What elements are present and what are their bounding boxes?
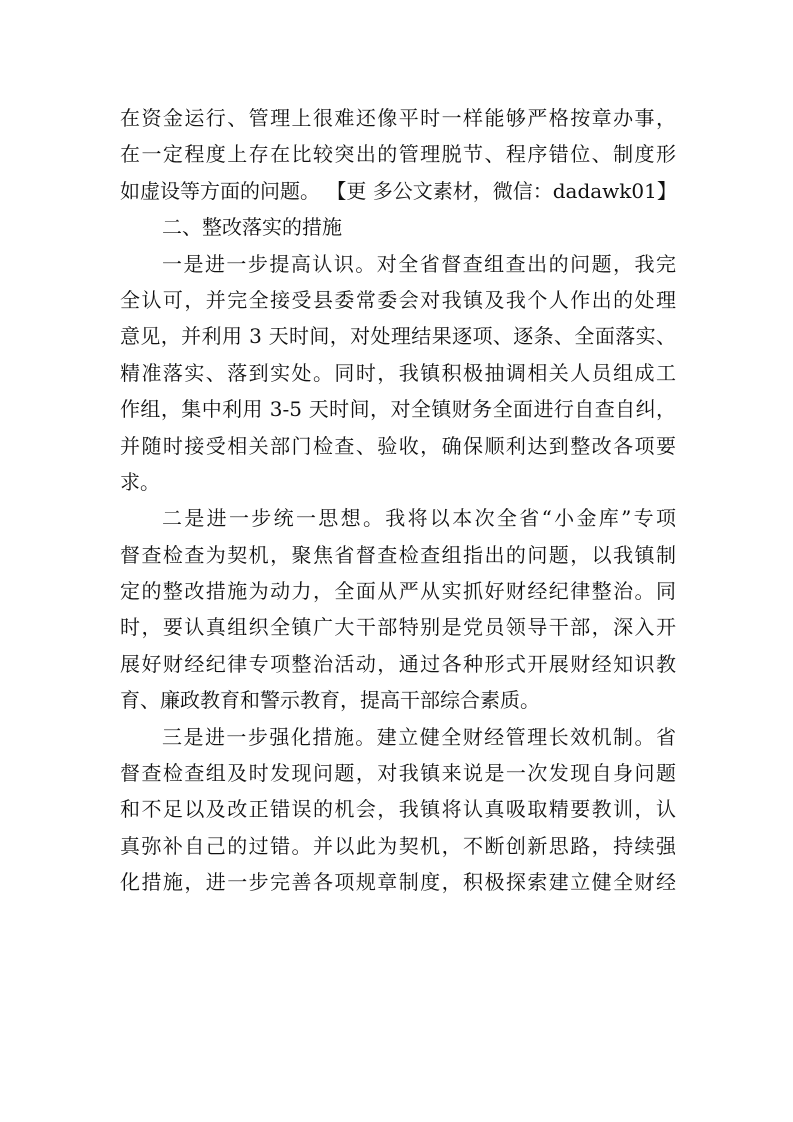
text-line: 督查检查组及时发现问题，对我镇来说是一次发现自身问题 xyxy=(120,761,676,786)
text-line: 一是进一步提高认识。对全省督查组查出的问题，我完 xyxy=(162,251,676,276)
text-line: 时，要认真组织全镇广大干部特别是党员领导干部，深入开 xyxy=(120,615,676,640)
text-line: 精准落实、落到实处。同时，我镇积极抽调相关人员组成工 xyxy=(120,360,676,385)
text-line: 如虚设等方面的问题。 【更 多公文素材，微信：dadawk01】 xyxy=(120,178,677,203)
text-line: 真弥补自己的过错。并以此为契机，不断创新思路，持续强 xyxy=(120,833,676,858)
text-line: 求。 xyxy=(120,469,160,494)
text-line: 意见，并利用 3 天时间，对处理结果逐项、逐条、全面落实、 xyxy=(120,324,676,349)
text-line: 并随时接受相关部门检查、验收，确保顺利达到整改各项要 xyxy=(120,433,676,458)
text-line: 全认可，并完全接受县委常委会对我镇及我个人作出的处理 xyxy=(120,287,676,312)
text-line: 和不足以及改正错误的机会，我镇将认真吸取精要教训，认 xyxy=(120,797,676,822)
text-line: 三是进一步强化措施。建立健全财经管理长效机制。省 xyxy=(162,724,676,749)
text-line: 在一定程度上存在比较突出的管理脱节、程序错位、制度形 xyxy=(120,142,676,167)
text-line: 化措施，进一步完善各项规章制度，积极探索建立健全财经 xyxy=(120,870,676,895)
text-line: 作组，集中利用 3-5 天时间，对全镇财务全面进行自查自纠， xyxy=(120,397,676,422)
text-line: 督查检查为契机，聚焦省督查检查组指出的问题，以我镇制 xyxy=(120,542,676,567)
text-line: 育、廉政教育和警示教育，提高干部综合素质。 xyxy=(120,688,540,713)
section-heading: 二、整改落实的措施 xyxy=(162,215,342,240)
text-line: 定的整改措施为动力，全面从严从实抓好财经纪律整治。同 xyxy=(120,579,676,604)
text-line: 二是进一步统一思想。我将以本次全省“小金库”专项 xyxy=(162,506,676,531)
document-body xyxy=(120,100,676,901)
text-line: 在资金运行、管理上很难还像平时一样能够严格按章办事， xyxy=(120,106,676,130)
text-line: 展好财经纪律专项整治活动，通过各种形式开展财经知识教 xyxy=(120,651,676,676)
